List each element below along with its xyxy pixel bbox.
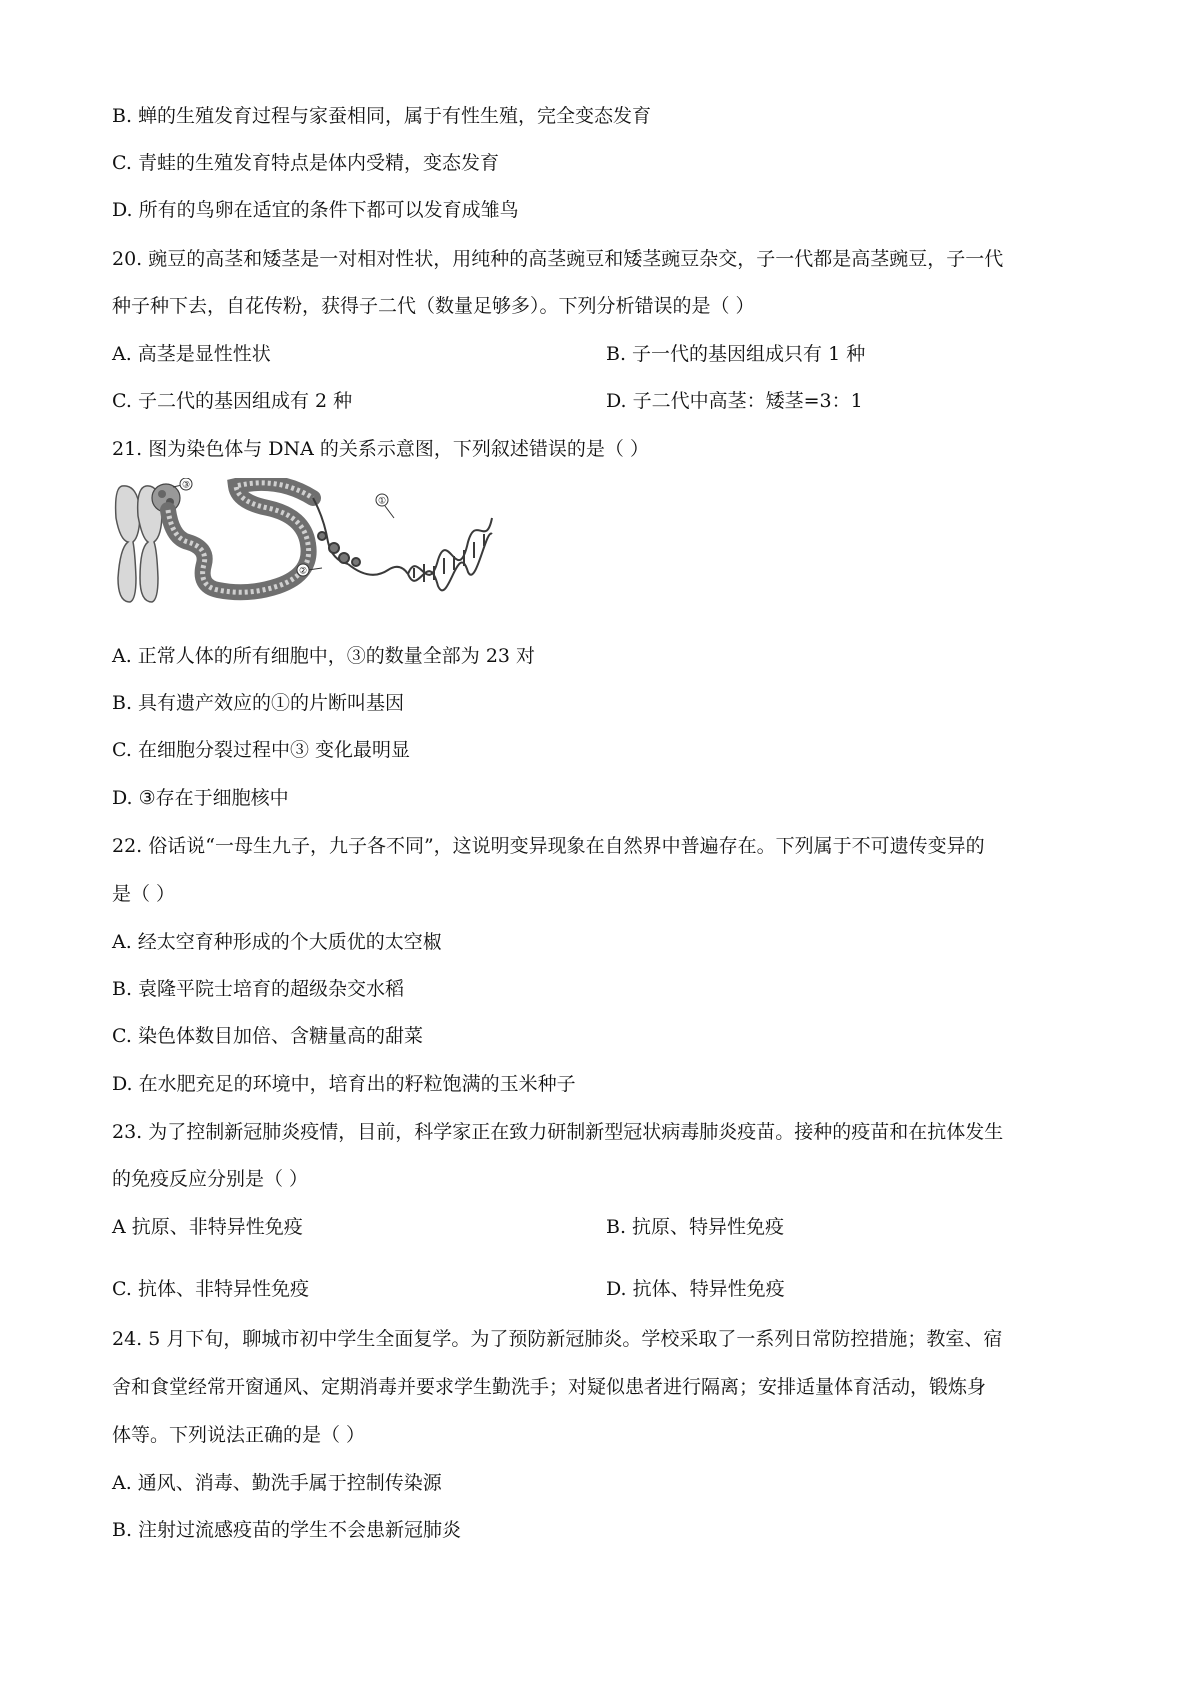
q22-stem-line1: 22. 俗话说“一母生九子，九子各不同”，这说明变异现象在自然界中普遍存在。下列属于不可遗传变异的	[112, 835, 985, 857]
q24-stem-line3: 体等。下列说法正确的是（ ）	[112, 1424, 366, 1446]
dna-strand	[313, 498, 492, 590]
label-1: ①	[377, 496, 387, 507]
label-3: ③	[181, 480, 191, 491]
q22-option-a: A. 经太空育种形成的个大质优的太空椒	[112, 931, 442, 953]
q20-option-c: C. 子二代的基因组成有 2 种	[112, 390, 353, 412]
q20-stem-line2: 种子种下去，自花传粉，获得子二代（数量足够多）。下列分析错误的是（ ）	[112, 295, 755, 317]
coiled-chromatin	[152, 480, 313, 592]
q21-option-d: D. ③存在于细胞核中	[112, 787, 289, 809]
q23-option-a: A 抗原、非特异性免疫	[112, 1216, 303, 1238]
q23-stem-line1: 23. 为了控制新冠肺炎疫情，目前，科学家正在致力研制新型冠状病毒肺炎疫苗。接种的疫苗和在抗体发生	[112, 1121, 1004, 1143]
q22-option-b: B. 袁隆平院士培育的超级杂交水稻	[112, 978, 405, 1000]
q23-stem-line2: 的免疫反应分别是（ ）	[112, 1168, 309, 1190]
q20-option-d: D. 子二代中高茎：矮茎=3：1	[606, 390, 863, 412]
q19-option-c: C. 青蛙的生殖发育特点是体内受精，变态发育	[112, 152, 499, 174]
q23-option-c: C. 抗体、非特异性免疫	[112, 1278, 309, 1300]
q21-stem: 21. 图为染色体与 DNA 的关系示意图，下列叙述错误的是（ ）	[112, 438, 649, 460]
q24-option-a: A. 通风、消毒、勤洗手属于控制传染源	[112, 1472, 442, 1494]
q23-option-b: B. 抗原、特异性免疫	[606, 1216, 785, 1238]
q21-option-b: B. 具有遗产效应的①的片断叫基因	[112, 692, 405, 714]
q20-stem-line1: 20. 豌豆的高茎和矮茎是一对相对性状，用纯种的高茎豌豆和矮茎豌豆杂交，子一代都是高茎豌豆，子一代	[112, 248, 1004, 270]
chromosome-dna-figure	[108, 478, 498, 608]
q22-stem-line2: 是（ ）	[112, 883, 176, 905]
q19-option-b: B. 蝉的生殖发育过程与家蚕相同，属于有性生殖，完全变态发育	[112, 105, 652, 127]
q19-option-d: D. 所有的鸟卵在适宜的条件下都可以发育成雏鸟	[112, 199, 519, 221]
q23-option-d: D. 抗体、特异性免疫	[606, 1278, 785, 1300]
q20-option-a: A. 高茎是显性性状	[112, 343, 271, 365]
q24-option-b: B. 注射过流感疫苗的学生不会患新冠肺炎	[112, 1519, 462, 1541]
q21-option-a: A. 正常人体的所有细胞中，③的数量全部为 23 对	[112, 645, 536, 667]
q22-option-c: C. 染色体数目加倍、含糖量高的甜菜	[112, 1025, 423, 1047]
q24-stem-line1: 24. 5 月下旬，聊城市初中学生全面复学。为了预防新冠肺炎。学校采取了一系列日常防控措施；教室、宿	[112, 1328, 1003, 1350]
q21-option-c: C. 在细胞分裂过程中③ 变化最明显	[112, 739, 410, 761]
q24-stem-line2: 舍和食堂经常开窗通风、定期消毒并要求学生勤洗手；对疑似患者进行隔离；安排适量体育活动，锻炼身	[112, 1376, 987, 1398]
label-2: ②	[298, 566, 308, 577]
q22-option-d: D. 在水肥充足的环境中，培育出的籽粒饱满的玉米种子	[112, 1073, 576, 1095]
q20-option-b: B. 子一代的基因组成只有 1 种	[606, 343, 866, 365]
